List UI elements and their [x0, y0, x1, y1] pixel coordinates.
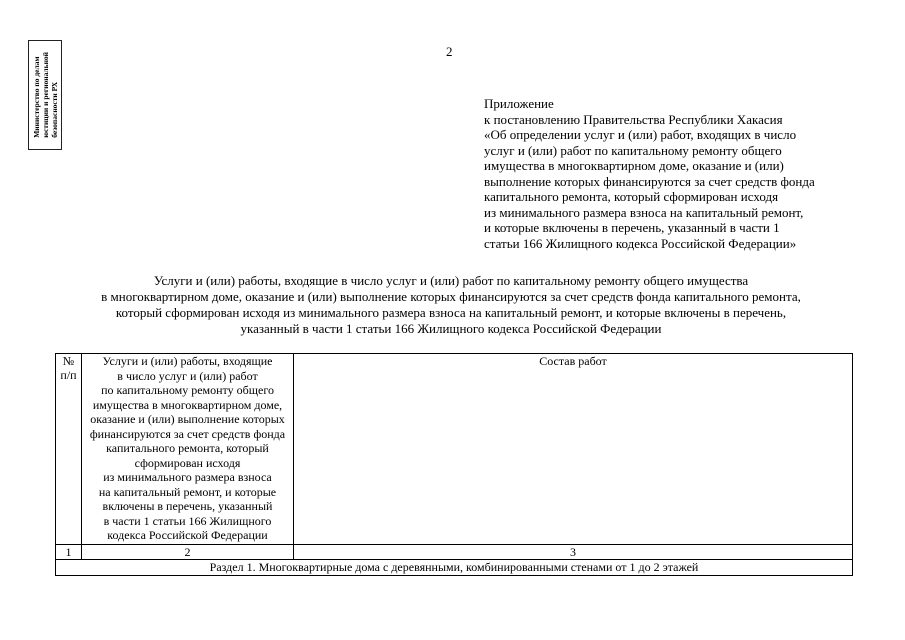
column-number-1: 1	[56, 545, 82, 560]
works-table	[55, 353, 853, 576]
column-number-3: 3	[294, 545, 853, 560]
page-number: 2	[446, 44, 453, 59]
section-1-title: Раздел 1. Многоквартирные дома с деревянными, комбинированными стенами от 1 до 2 этажей	[56, 560, 853, 576]
header-composition: Состав работ	[294, 354, 853, 545]
header-num: № п/п	[56, 354, 82, 545]
registration-stamp	[28, 40, 62, 150]
header-services: Услуги и (или) работы, входящие в число услуг и (или) работ по капитальному ремонту общего имущества в многоквартирном доме, оказание и (или) выполнение которых финансируются за счет средств фонда капитального ремонта, который сформирован исходя из минимального размера взноса на капитальный ремонт, и которые включены в перечень, указанный в части 1 статьи 166 Жилищного кодекса Российской Федерации	[82, 354, 294, 545]
column-number-row	[56, 545, 853, 560]
column-number-2: 2	[82, 545, 294, 560]
table-header-row	[56, 354, 853, 545]
appendix-header: Приложение к постановлению Правительства Республики Хакасия «Об определении услуг и (или) работ, входящих в число услуг и (или) работ по капитальному ремонту общего имущества в многоквартирном доме, оказание и (или) выполнение которых финансируются за счет средств фонда капитального ремонта, который сформирован исходя из минимального размера взноса на капитальный ремонт, и которые включены в перечень, указанный в части 1 статьи 166 Жилищного кодекса Российской Федерации»	[484, 96, 815, 251]
stamp-text: Министерство по делам юстиции и региональной безопасности РХ	[31, 52, 59, 138]
document-title: Услуги и (или) работы, входящие в число услуг и (или) работ по капитальному ремонту общего имущества в многоквартирном доме, оказание и (или) выполнение которых финансируются за счет средств фонда капитального ремонта, который сформирован исходя из минимального размера взноса на капитальный ремонт, и которые включены в перечень, указанный в части 1 статьи 166 Жилищного кодекса Российской Федерации	[101, 273, 801, 336]
section-row	[56, 560, 853, 576]
